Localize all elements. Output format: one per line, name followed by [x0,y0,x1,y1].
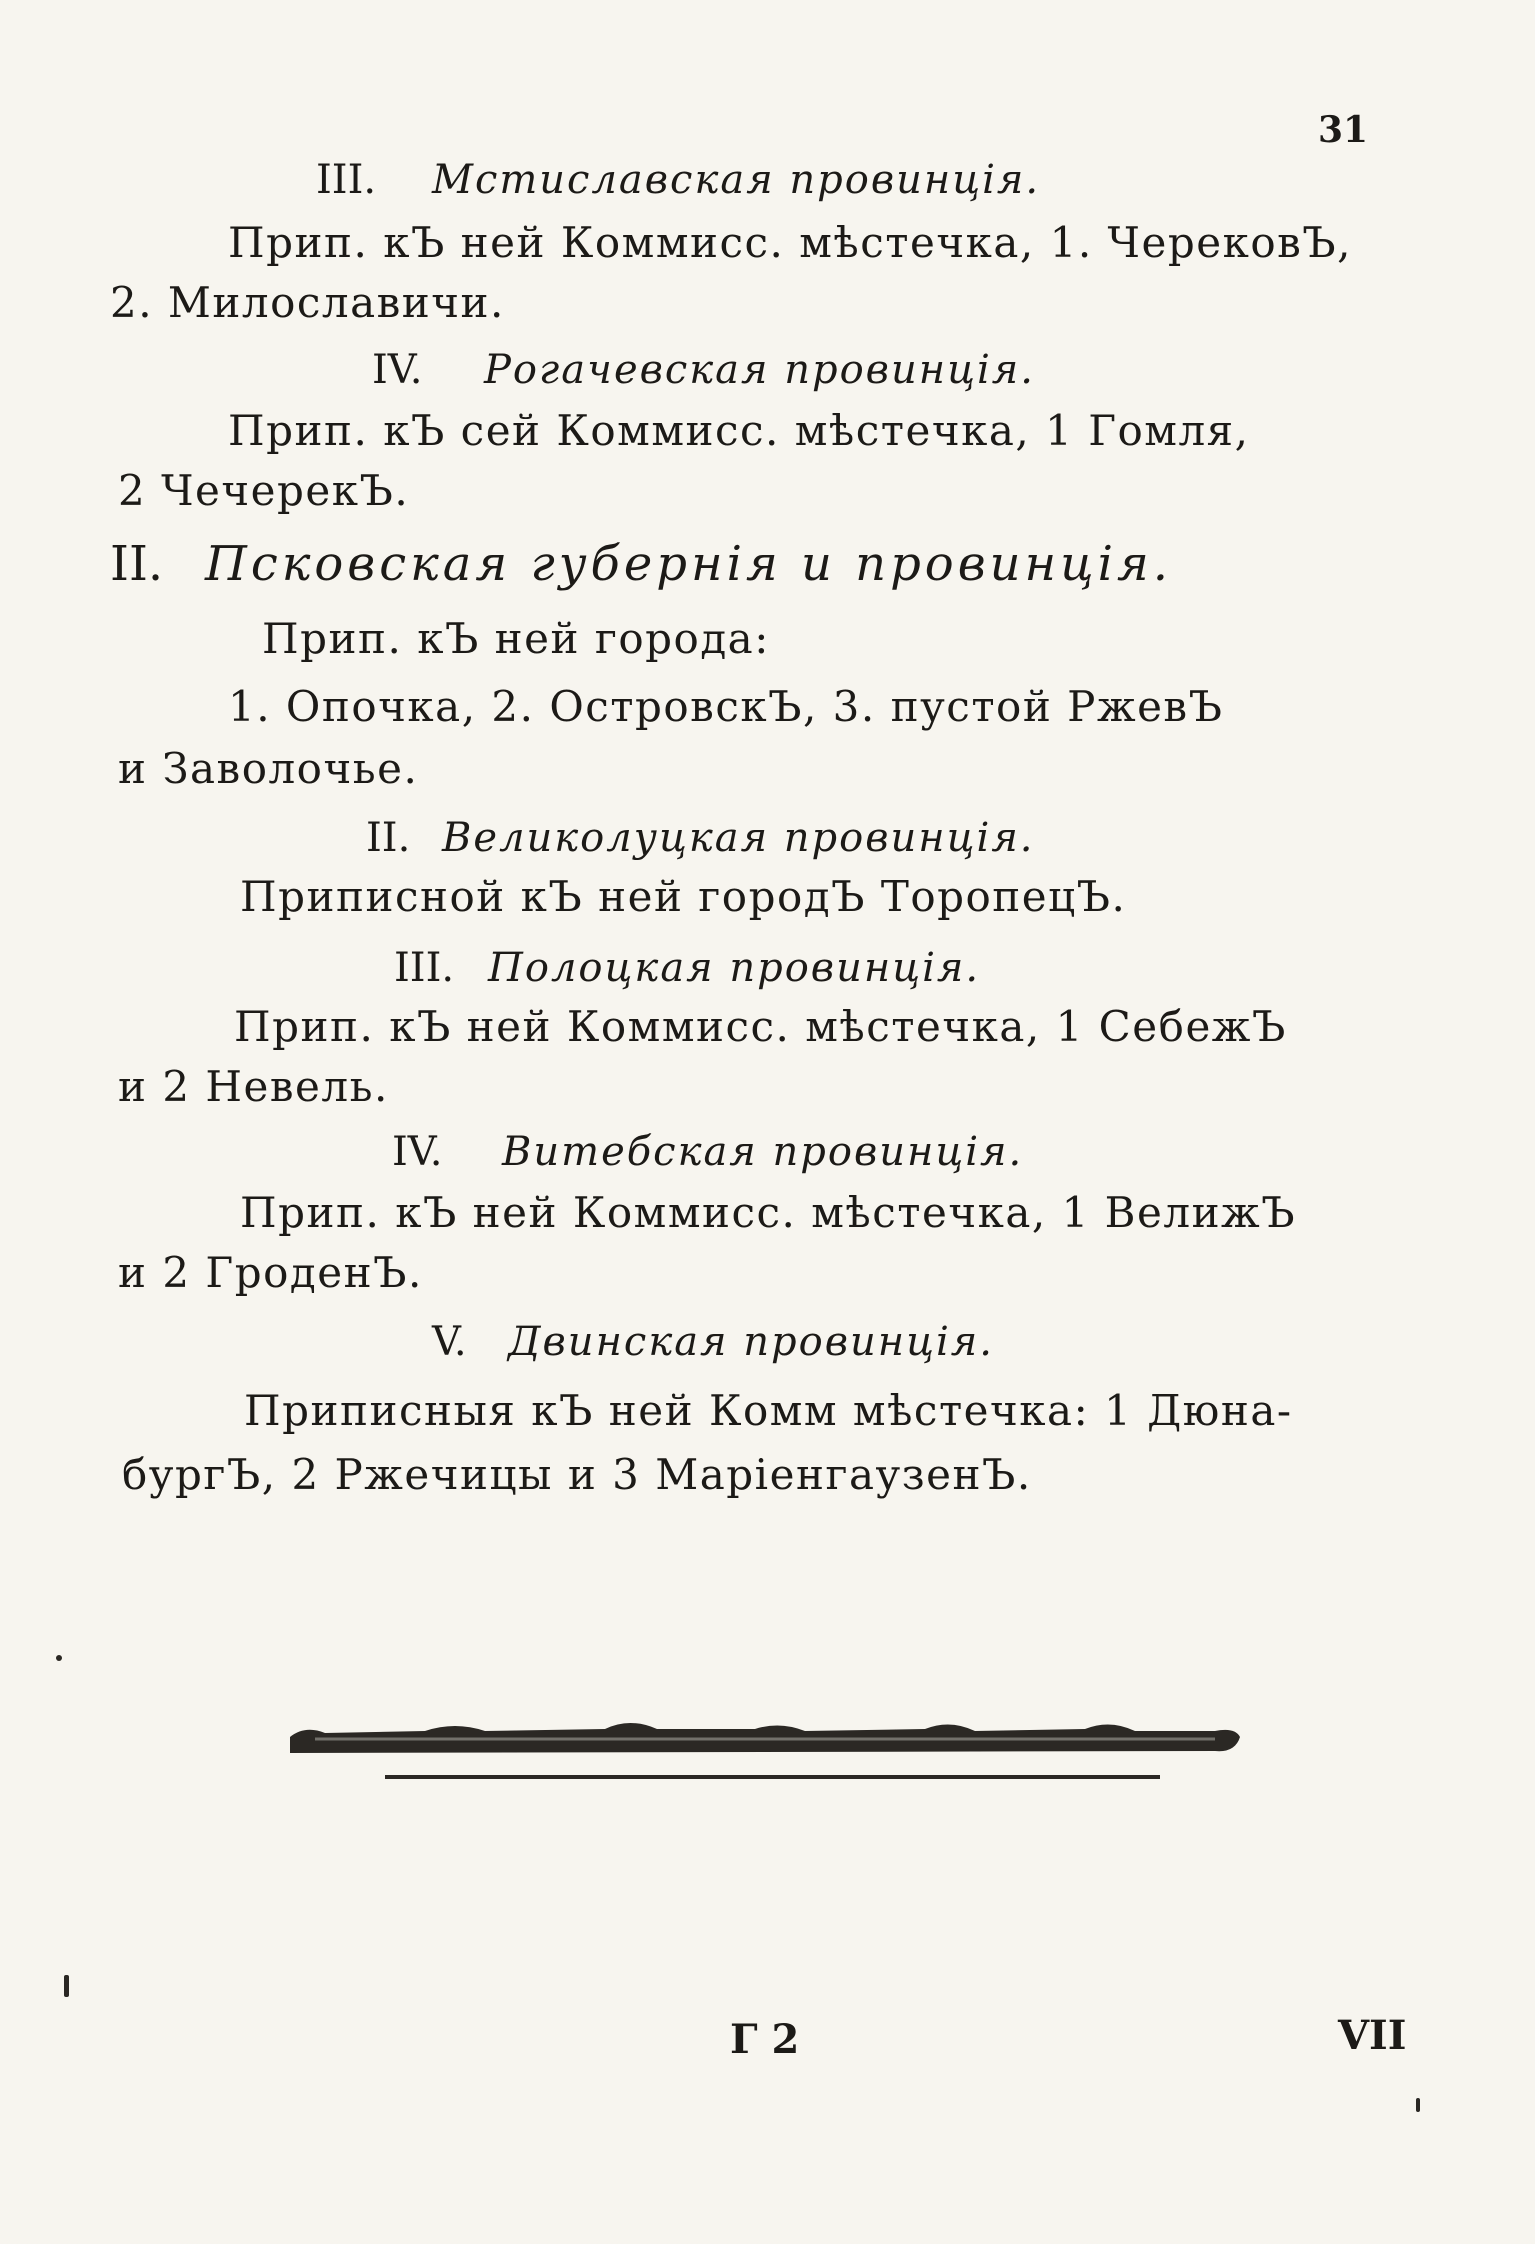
section-heading-title: Мстиславская провинція. [432,157,1041,203]
section-heading-number: IV. [392,1129,443,1175]
text-line: Прип. кЪ ней Коммисс. мѣстечка, 1 ВелижЪ [240,1188,1297,1237]
paper-speck [56,1655,62,1661]
paper-speck [1416,2098,1420,2112]
text-line: Приписныя кЪ ней Комм мѣстечка: 1 Дюна- [244,1386,1293,1435]
text-line: 2 ЧечерекЪ. [118,466,410,515]
section-heading-title: Полоцкая провинція. [488,945,981,991]
text-line: Приписной кЪ ней городЪ ТоропецЪ. [240,872,1127,921]
text-line: и 2 Невель. [118,1062,389,1111]
catchword: VII [1338,2012,1407,2059]
text-line: Прип. кЪ ней города: [262,614,770,663]
section-heading-number: IV. [372,347,423,393]
text-line: Прип. кЪ ней Коммисс. мѣстечка, 1 СебежЪ [234,1002,1287,1051]
section-heading-number: III. [394,945,455,991]
section-heading-number: V. [432,1319,467,1365]
paper-speck [64,1975,69,1997]
text-line: Прип. кЪ ней Коммисс. мѣстечка, 1. ЧерековЪ, [228,218,1352,267]
text-line: и 2 ГроденЪ. [118,1248,423,1297]
section-heading-title: Витебская провинція. [502,1129,1024,1175]
text-line: и Заволочье. [118,744,419,793]
decorative-ornament [285,1715,1245,1785]
text-line: бургЪ, 2 Ржечицы и 3 МаріенгаузенЪ. [122,1450,1032,1499]
section-heading-title: Рогачевская провинція. [484,347,1035,393]
government-heading-number: II. [110,536,164,592]
section-heading-number: III. [316,157,377,203]
signature-mark: Г 2 [730,2016,800,2063]
text-line: Прип. кЪ сей Коммисс. мѣстечка, 1 Гомля, [228,406,1250,455]
government-heading-title: Псковская губернія и провинція. [205,536,1173,592]
section-heading-title: Двинская провинція. [508,1319,994,1365]
text-line: 1. Опочка, 2. ОстровскЪ, 3. пустой РжевЪ [228,682,1224,731]
page-number: 31 [1318,109,1369,151]
section-heading-number: II. [366,815,411,861]
text-line: 2. Милославичи. [110,278,505,327]
section-heading-title: Великолуцкая провинція. [442,815,1035,861]
